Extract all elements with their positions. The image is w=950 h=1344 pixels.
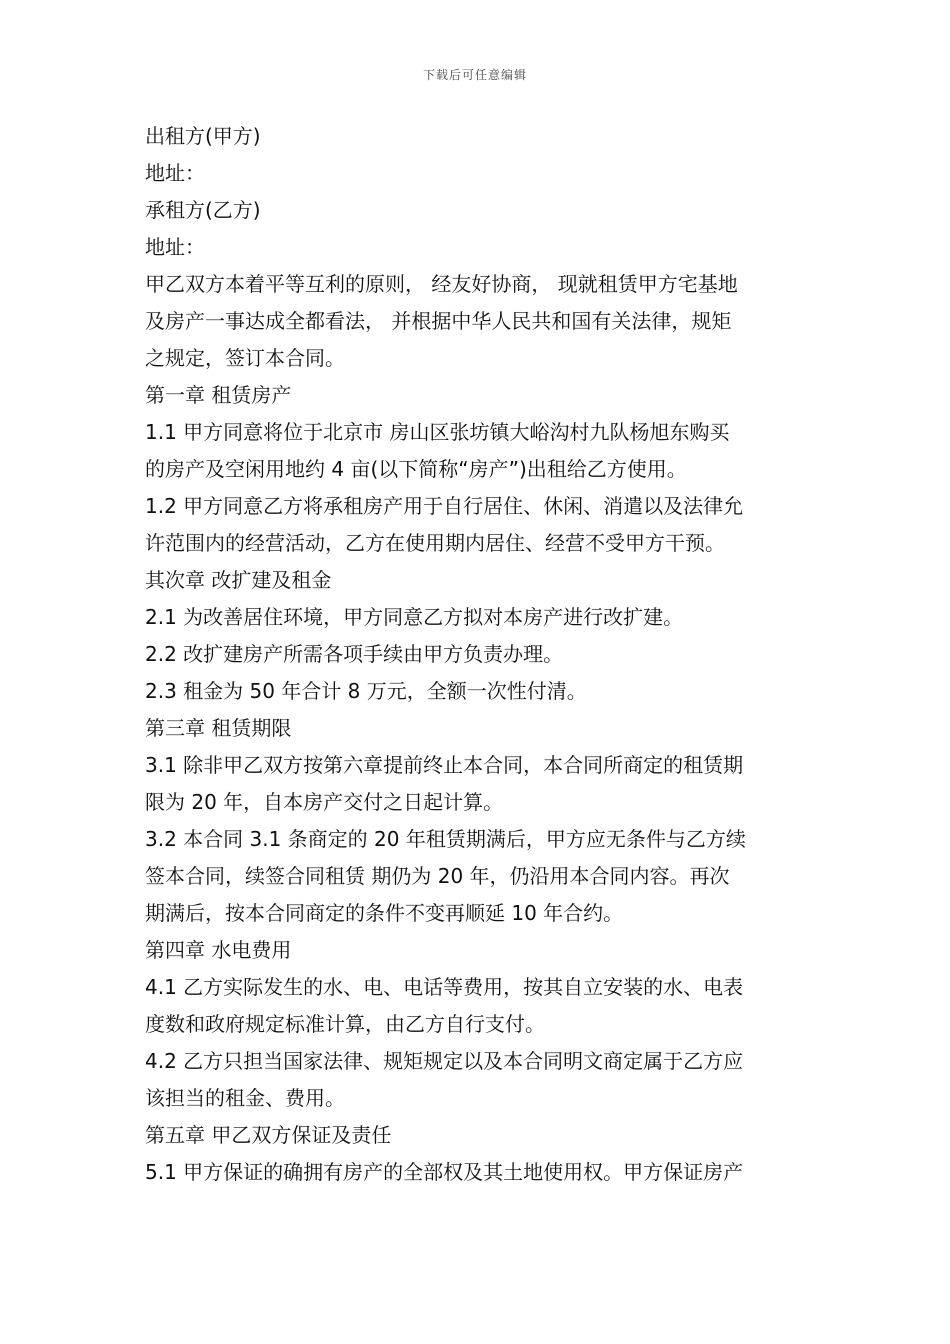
chapter-heading: 其次章 改扩建及租金 xyxy=(145,568,332,592)
text-line: 甲乙双方本着平等互利的原则， 经友好协商， 现就租赁甲方宅基地 xyxy=(145,272,738,296)
text-line: 3.2 本合同 3.1 条商定的 20 年租赁期满后，甲方应无条件与乙方续 xyxy=(145,827,746,851)
text-line: 承租方(乙方) xyxy=(145,198,261,222)
text-line: 1.2 甲方同意乙方将承租房产用于自行居住、休闲、消遣以及法律允 xyxy=(145,494,744,518)
text-line: 2.3 租金为 50 年合计 8 万元，全额一次性付清。 xyxy=(145,679,587,703)
document-body xyxy=(145,118,810,1191)
text-line: 地址： xyxy=(145,161,205,185)
text-line: 4.1 乙方实际发生的水、电、电话等费用，按其自立安装的水、电表 xyxy=(145,975,744,999)
chapter-heading: 第三章 租赁期限 xyxy=(145,716,292,740)
text-line: 1.1 甲方同意将位于北京市 房山区张坊镇大峪沟村九队杨旭东购买 xyxy=(145,420,730,444)
text-line: 许范围内的经营活动，乙方在使用期内居住、经营不受甲方干预。 xyxy=(145,531,725,555)
text-line: 5.1 甲方保证的确拥有房产的全部权及其土地使用权。甲方保证房产 xyxy=(145,1160,744,1184)
text-line: 2.1 为改善居住环境，甲方同意乙方拟对本房产进行改扩建。 xyxy=(145,605,684,629)
text-line: 4.2 乙方只担当国家法律、规矩规定以及本合同明文商定属于乙方应 xyxy=(145,1049,744,1073)
page-header: 下载后可任意编辑 xyxy=(422,68,527,82)
text-line: 签本合同，续签合同租赁 期仍为 20 年，仍沿用本合同内容。再次 xyxy=(145,864,730,888)
text-line: 出租方(甲方) xyxy=(145,124,261,148)
chapter-heading: 第五章 甲乙双方保证及责任 xyxy=(145,1123,392,1147)
chapter-heading: 第四章 水电费用 xyxy=(145,938,292,962)
text-line: 及房产一事达成全都看法， 并根据中华人民共和国有关法律，规矩 xyxy=(145,309,732,333)
text-line: 该担当的租金、费用。 xyxy=(145,1086,345,1110)
text-line: 限为 20 年，自本房产交付之日起计算。 xyxy=(145,790,504,814)
text-line: 度数和政府规定标准计算，由乙方自行支付。 xyxy=(145,1012,545,1036)
chapter-heading: 第一章 租赁房产 xyxy=(145,383,292,407)
text-line: 地址： xyxy=(145,235,205,259)
text-line: 3.1 除非甲乙双方按第六章提前终止本合同，本合同所商定的租赁期 xyxy=(145,753,744,777)
text-line: 期满后，按本合同商定的条件不变再顺延 10 年合约。 xyxy=(145,901,624,925)
text-line: 2.2 改扩建房产所需各项手续由甲方负责办理。 xyxy=(145,642,564,666)
text-line: 的房产及空闲用地约 4 亩(以下简称“房产”)出租给乙方使用。 xyxy=(145,457,687,481)
text-line: 之规定，签订本合同。 xyxy=(145,346,345,370)
